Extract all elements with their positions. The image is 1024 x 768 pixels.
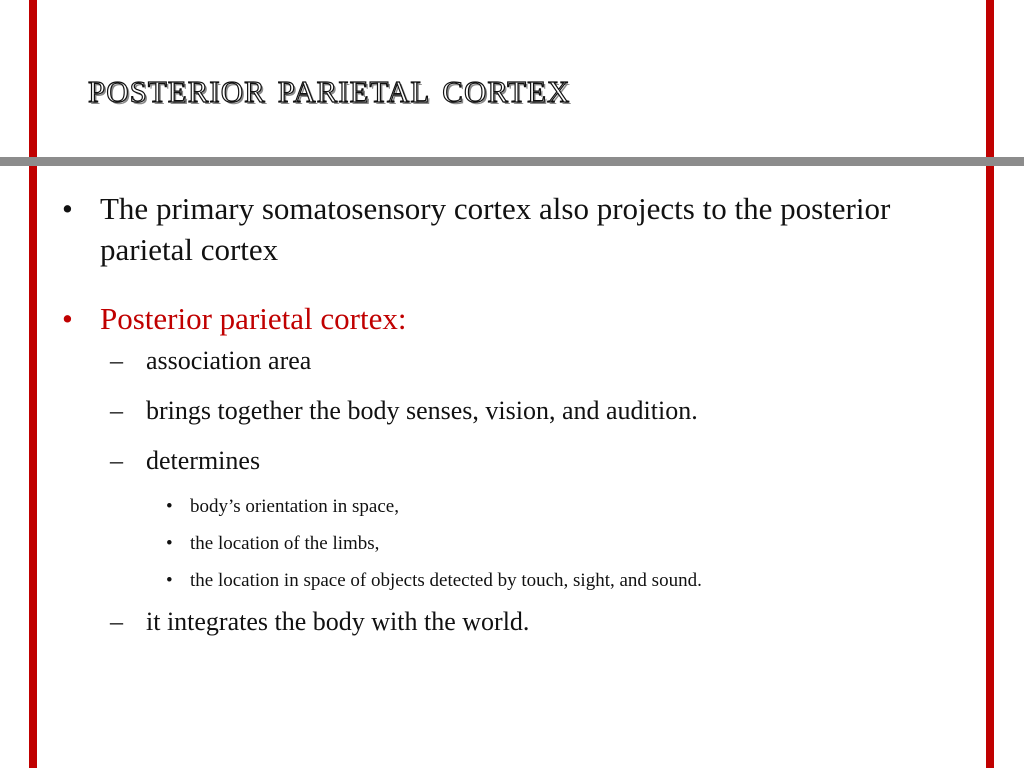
sub-bullet-text: brings together the body senses, vision, and audition. xyxy=(146,396,698,425)
slide-body xyxy=(60,188,960,656)
bullet-item-highlighted xyxy=(60,298,960,339)
bullet-marker: • xyxy=(166,533,173,554)
title-divider xyxy=(0,157,1024,166)
sub-sub-bullet-item xyxy=(60,532,960,556)
left-accent-bar xyxy=(29,0,37,768)
sub-bullet-item xyxy=(60,606,960,638)
slide-title: posterior parietal cortex xyxy=(88,63,571,112)
sub-bullet-item xyxy=(60,345,960,377)
bullet-marker: • xyxy=(62,301,73,336)
dash-marker: – xyxy=(110,396,123,425)
sub-bullet-text: association area xyxy=(146,346,312,375)
bullet-marker: • xyxy=(62,191,73,226)
bullet-item xyxy=(60,188,960,270)
sub-bullet-text: it integrates the body with the world. xyxy=(146,607,530,636)
sub-bullet-item xyxy=(60,395,960,427)
sub-sub-bullet-text: body’s orientation in space, xyxy=(190,496,399,517)
bullet-marker: • xyxy=(166,496,173,517)
bullet-text: The primary somatosensory cortex also projects to the posterior parietal cortex xyxy=(100,191,891,267)
bullet-text: Posterior parietal cortex: xyxy=(100,301,407,336)
sub-sub-bullet-item xyxy=(60,569,960,593)
dash-marker: – xyxy=(110,346,123,375)
sub-bullet-item xyxy=(60,445,960,477)
sub-bullet-text: determines xyxy=(146,446,261,475)
sub-sub-bullet-text: the location of the limbs, xyxy=(190,533,380,554)
dash-marker: – xyxy=(110,607,123,636)
sub-sub-bullet-item xyxy=(60,495,960,519)
bullet-marker: • xyxy=(166,570,173,591)
dash-marker: – xyxy=(110,446,123,475)
sub-sub-bullet-text: the location in space of objects detected by touch, sight, and sound. xyxy=(190,570,702,591)
right-accent-bar xyxy=(986,0,994,768)
